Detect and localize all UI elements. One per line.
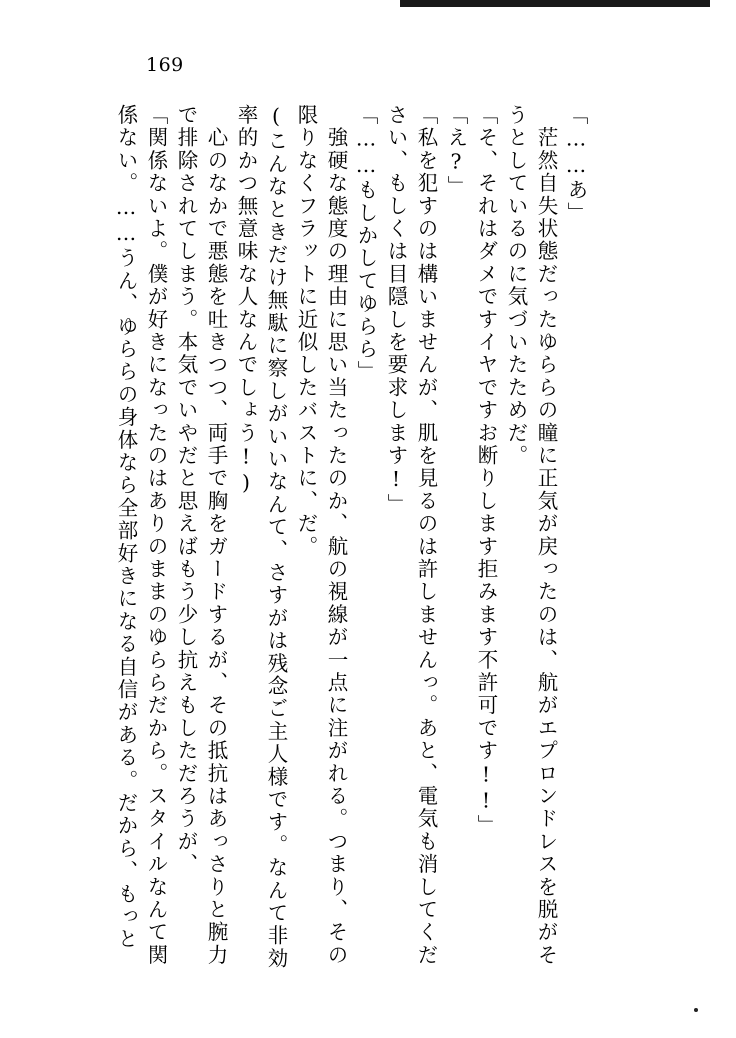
text-column: 率的かつ無意味な人なんでしょう!) (234, 104, 258, 497)
text-column: 「……もしかしてゆらら」 (354, 104, 378, 384)
text-column: 「関係ないよ。僕が好きになったのはありのままのゆららだから。スタイルなんて関 (144, 104, 168, 967)
text-column: (こんなときだけ無駄に察しがいいなんて、さすがは残念ご主人様です。なんて非効 (264, 104, 288, 971)
text-column: さい、もしくは目隠しを要求します!」 (384, 104, 408, 517)
text-column: 「……あ」 (564, 104, 588, 225)
text-column: 「え?」 (444, 104, 468, 199)
page-number: 169 (146, 54, 184, 76)
text-column: うとしているのに気づいたためだ。 (504, 104, 528, 468)
text-column: 心のなかで悪態を吐きつつ、両手で胸をガードするが、その抵抗はあっさりと腕力 (204, 104, 228, 967)
text-column: 「私を犯すのは構いませんが、肌を見るのは許しませんっ。あと、電気も消してくだ (414, 104, 438, 967)
text-column: 茫然自失状態だったゆららの瞳に正気が戻ったのは、航がエプロンドレスを脱がそ (534, 104, 558, 967)
scan-artifact-bottom (694, 1008, 698, 1012)
vertical-text-block (114, 104, 591, 971)
text-column: で排除されてしまう。本気でいやだと思えばもう少し抗えもしただろうが、 (174, 104, 198, 876)
scan-artifact-top (400, 0, 710, 7)
text-column: 限りなくフラットに近似したバストに、だ。 (294, 104, 318, 558)
text-column: 係ない。……うん、ゆららの身体なら全部好きになる自信がある。だから、もっと (114, 104, 138, 951)
text-column: 「そ、それはダメですイヤですお断りします拒みます不許可です!!」 (474, 104, 498, 838)
text-column: 強硬な態度の理由に思い当たったのか、航の視線が一点に注がれる。つまり、その (324, 104, 348, 967)
